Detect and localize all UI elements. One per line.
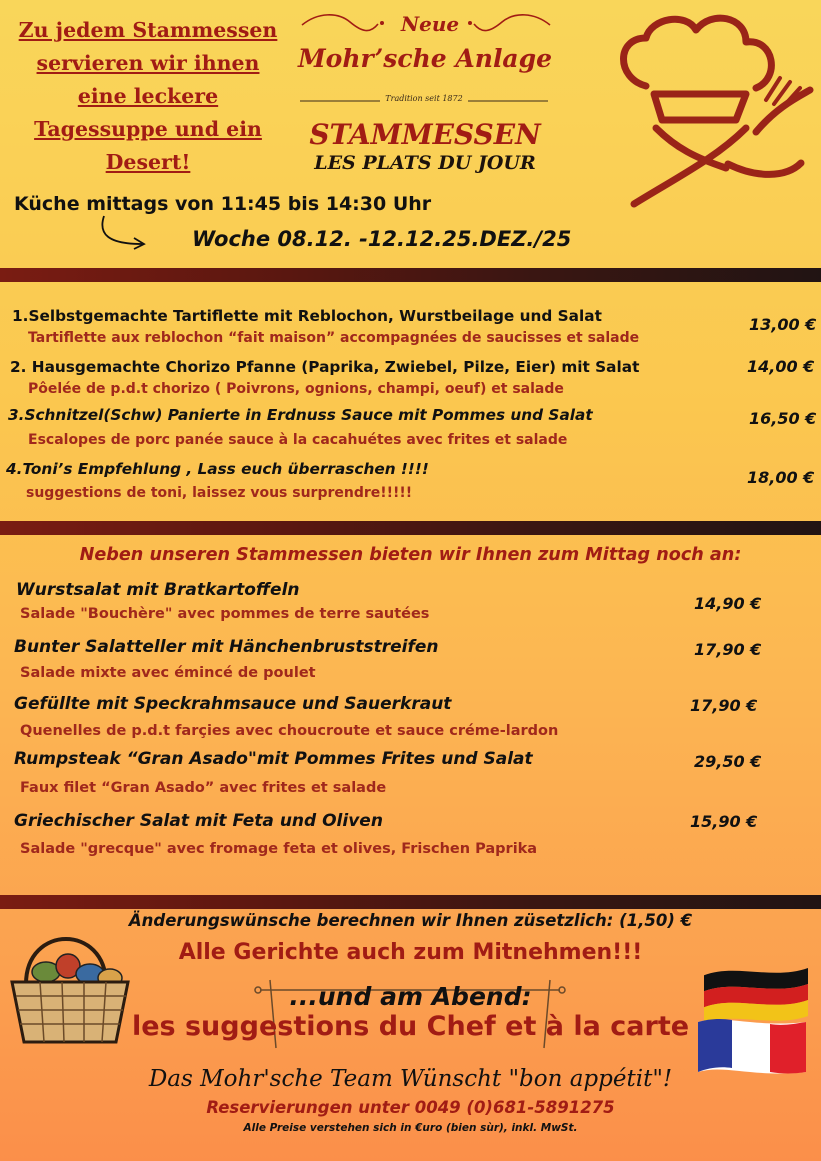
dish-title: 2. Hausgemachte Chorizo Pfanne (Paprika, Zwiebel, Pilze, Eier) mit Salat — [10, 358, 640, 376]
dish-price: 29,50 € — [694, 752, 762, 771]
intro-line: eine leckere — [77, 84, 219, 108]
week-range: Woche 08.12. -12.12.25.DEZ./25 — [192, 227, 572, 251]
dish-price: 15,90 € — [690, 812, 758, 831]
intro-line: Tagessuppe und ein — [34, 117, 262, 141]
flags-icon — [694, 966, 812, 1078]
dish-price: 14,00 € — [747, 357, 815, 376]
dish-price: 17,90 € — [690, 696, 758, 715]
divider-bar — [0, 521, 821, 535]
dish-price: 16,50 € — [749, 409, 817, 428]
intro-text — [8, 14, 288, 179]
intro-line: Desert! — [105, 150, 191, 174]
reservation-phone: Reservierungen unter 0049 (0)681-5891275 — [206, 1098, 615, 1117]
dish-subtitle: Salade "Bouchère" avec pommes de terre sautées — [20, 606, 430, 622]
dish-title: Bunter Salatteller mit Hänchenbruststreifen — [14, 637, 439, 657]
dish-price: 14,90 € — [694, 594, 762, 613]
dish-price: 18,00 € — [747, 468, 815, 487]
dish-price: 17,90 € — [694, 640, 762, 659]
dish-title: 4.Toni’s Empfehlung , Lass euch überraschen !!!! — [6, 460, 429, 478]
dish-title: Gefüllte mit Speckrahmsauce und Sauerkraut — [14, 694, 452, 714]
brand-name: Mohr’sche Anlage — [297, 44, 553, 73]
dish-title: 3.Schnitzel(Schw) Panierte in Erdnuss Sauce mit Pommes und Salat — [8, 406, 593, 424]
tradition-text: Tradition seit 1872 — [385, 94, 463, 103]
intro-line: servieren wir ihnen — [36, 51, 260, 75]
modification-note: Änderungswünsche berechnen wir Ihnen züsetzlich: (1,50) € — [128, 911, 693, 930]
dish-title: Griechischer Salat mit Feta und Oliven — [14, 811, 383, 831]
dish-subtitle: Tartiflette aux reblochon “fait maison” accompagnées de saucisses et salade — [28, 330, 640, 346]
section-heading: Neben unseren Stammessen bieten wir Ihnen zum Mittag noch an: — [79, 545, 742, 565]
evening-suggestions: les suggestions du Chef et à la carte — [131, 1011, 690, 1042]
team-greeting: Das Mohr'sche Team Wünscht "bon appétit"! — [148, 1066, 673, 1092]
prices-note: Alle Preise verstehen sich in €uro (bien sùr), inkl. MwSt. — [243, 1122, 578, 1134]
dish-subtitle: Escalopes de porc panée sauce à la cacahuétes avec frites et salade — [28, 432, 568, 448]
evening-heading: ...und am Abend: — [289, 982, 532, 1011]
dish-title: Rumpsteak “Gran Asado"mit Pommes Frites und Salat — [14, 749, 533, 769]
dish-subtitle: Salade mixte avec émincé de poulet — [20, 665, 316, 681]
page-title: STAMMESSEN — [309, 118, 541, 151]
dish-subtitle: Pôelée de p.d.t chorizo ( Poivrons, ognions, champi, oeuf) et salade — [28, 381, 564, 397]
dish-subtitle: Faux filet “Gran Asado” avec frites et salade — [20, 780, 387, 796]
dish-title: Wurstsalat mit Bratkartoffeln — [16, 580, 300, 600]
page-subtitle: LES PLATS DU JOUR — [314, 152, 536, 174]
arrow-icon — [98, 214, 148, 250]
divider-bar — [0, 895, 821, 909]
dish-title: 1.Selbstgemachte Tartiflette mit Reblochon, Wurstbeilage und Salat — [12, 307, 602, 325]
chef-hat-icon — [596, 8, 818, 216]
divider-bar — [0, 268, 821, 282]
intro-line: Zu jedem Stammessen — [18, 18, 278, 42]
dish-subtitle: Salade "grecque" avec fromage feta et olives, Frischen Paprika — [20, 841, 538, 857]
kitchen-hours: Küche mittags von 11:45 bis 14:30 Uhr — [14, 193, 432, 215]
dish-subtitle: Quenelles de p.d.t farçies avec choucroute et sauce créme-lardon — [20, 723, 559, 739]
dish-price: 13,00 € — [749, 315, 817, 334]
dish-subtitle: suggestions de toni, laissez vous surprendre!!!!! — [26, 485, 413, 501]
takeaway-note: Alle Gerichte auch zum Mitnehmen!!! — [178, 940, 643, 965]
brand-neue: Neue — [400, 12, 460, 36]
